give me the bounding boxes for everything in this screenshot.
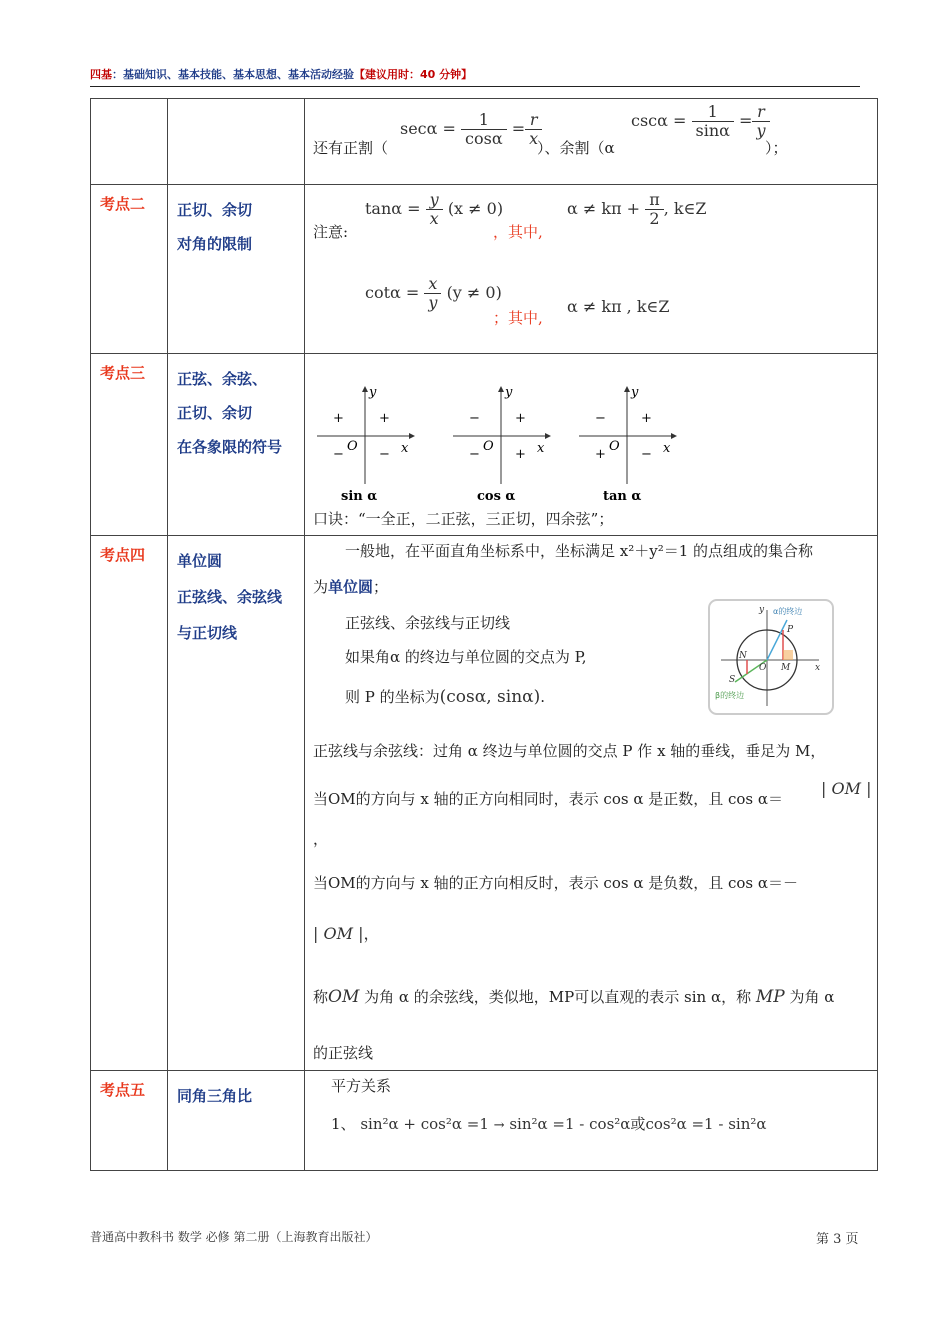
row4-label: 考点四 bbox=[100, 546, 146, 564]
row4-content: 一般地，在平面直角坐标系中，坐标满足 x²＋y²＝1 的点组成的集合称 为单位圆； 正弦线、余弦线与正切线 如果角α 的终边与单位圆的交点为 P, 则 P 的坐标为(cosα, sinα). α的终边 β的终边 y x O P M N S 正弦线与余弦线：过角 α 终边与单位圆的交点 P 作 x 轴的垂线，垂足为 M， 当OM的方向与 x 轴的正方向相同时，表示 cos α 是正数，且 cos α＝ | OM | ， 当OM的方向与 x 轴的正方向相反时，表示 cos α 是负数，且 cos α＝－ | OM |， 称OM 为角 α 的余弦线，类似地，MP可以直观的表示 sin α，称 MP 为角 α 的正弦线 bbox=[305, 536, 878, 1071]
header-divider bbox=[90, 86, 860, 87]
fig-point-p: P bbox=[787, 625, 794, 635]
tan-sign-diagram bbox=[579, 385, 677, 502]
row1-content: 还有正割（ secα = $\frac{1}{\cos\alpha}$ = $\frac{r}{x}$ ）、余割（α cscα = $\frac{1}{\sin\alpha}$ = $\frac{r}{y}$ ）； bbox=[305, 99, 878, 185]
sign-q1: + bbox=[379, 411, 390, 426]
footer-left: 普通高中教科书 数学 必修 第二册（上海教育出版社） bbox=[90, 1230, 378, 1244]
axis-x-label: x bbox=[537, 441, 545, 456]
tan-formula: tanα = $\frac{y}{x}$ (x ≠ 0) bbox=[365, 190, 504, 228]
row5-content: 平方关系 1、 sin²α + cos²α =1 → sin²α =1 - cos²α或cos²α =1 - sin²α bbox=[305, 1071, 878, 1171]
sign-q1: + bbox=[515, 411, 526, 426]
row4-topic: 单位圆 正弦线、余弦线 与正切线 bbox=[177, 552, 283, 642]
header-part1: 四基 bbox=[90, 68, 112, 81]
row2-topic: 正切、余切 对角的限制 bbox=[177, 201, 253, 253]
page-header bbox=[90, 66, 472, 82]
axis-y-label: y bbox=[505, 385, 513, 400]
beta-terminal-label: β的终边 bbox=[715, 691, 745, 700]
sign-q3: − bbox=[333, 447, 344, 462]
fig-point-n: N bbox=[739, 651, 747, 661]
cot-formula: cotα = $\frac{x}{y}$ (y ≠ 0) bbox=[365, 274, 502, 312]
fig-point-m: M bbox=[781, 663, 791, 673]
sign-q3: + bbox=[595, 447, 606, 462]
origin-label: O bbox=[347, 439, 358, 454]
sin-sign-diagram bbox=[317, 385, 415, 502]
row2-label: 考点二 bbox=[100, 195, 146, 213]
alpha-terminal-label: α的终边 bbox=[773, 607, 803, 616]
row5-topic: 同角三角比 bbox=[177, 1087, 253, 1105]
sign-q3: − bbox=[469, 447, 480, 462]
unit-circle-figure bbox=[707, 598, 837, 718]
axis-x-label: x bbox=[663, 441, 671, 456]
origin-label: O bbox=[483, 439, 494, 454]
sign-q4: − bbox=[641, 447, 652, 462]
quadrant-sign-diagrams bbox=[313, 384, 693, 502]
row3-label: 考点三 bbox=[100, 364, 146, 382]
mnemonic: 口诀：“一全正，二正弦，三正切，四余弦”； bbox=[313, 510, 614, 528]
diagram-caption: sin α bbox=[341, 489, 378, 502]
header-part2: ：基础知识、基本技能、基本思想、基本活动经验 bbox=[112, 68, 354, 81]
content-table bbox=[90, 98, 878, 1171]
fig-y-label: y bbox=[759, 605, 765, 615]
header-part3: 【建议用时：40 分钟】 bbox=[354, 68, 473, 81]
sign-q2: − bbox=[595, 411, 606, 426]
fig-origin-label: O bbox=[759, 663, 767, 673]
row5-label: 考点五 bbox=[100, 1081, 146, 1099]
axis-x-label: x bbox=[401, 441, 409, 456]
sign-q4: − bbox=[379, 447, 390, 462]
cos-sign-diagram bbox=[453, 385, 551, 502]
sign-q4: + bbox=[515, 447, 526, 462]
axis-y-label: y bbox=[369, 385, 377, 400]
sign-q1: + bbox=[641, 411, 652, 426]
row2-content: 注意: tanα = $\frac{y}{x}$ (x ≠ 0) ，其中, α ≠ kπ + $\frac{\pi}{2}$ , k∈Z cotα = $\frac{x}{y}$ (y ≠ 0) ；其中, α ≠ kπ , k∈Z bbox=[305, 185, 878, 354]
row3-topic: 正弦、余弦、 正切、余切 在各象限的符号 bbox=[177, 370, 283, 456]
diagram-caption: tan α bbox=[603, 489, 642, 502]
row3-content bbox=[305, 354, 878, 536]
axis-y-label: y bbox=[631, 385, 639, 400]
sign-q2: + bbox=[333, 411, 344, 426]
cot-restriction: α ≠ kπ , k∈Z bbox=[567, 297, 670, 316]
sec-formula: secα = $\frac{1}{\cos\alpha}$ = $\frac{r}{x}$ bbox=[400, 111, 542, 148]
origin-label: O bbox=[609, 439, 620, 454]
sign-q2: − bbox=[469, 411, 480, 426]
diagram-caption: cos α bbox=[477, 489, 516, 502]
csc-formula: cscα = $\frac{1}{\sin\alpha}$ = $\frac{r}{y}$ bbox=[631, 103, 770, 140]
pythagorean-identity: sin²α + cos²α =1 bbox=[360, 1115, 489, 1133]
fig-point-s: S bbox=[729, 675, 736, 685]
page-number: 第 3 页 bbox=[816, 1232, 859, 1247]
tan-restriction: α ≠ kπ + $\frac{\pi}{2}$ , k∈Z bbox=[567, 190, 707, 228]
fig-x-label: x bbox=[815, 663, 821, 673]
